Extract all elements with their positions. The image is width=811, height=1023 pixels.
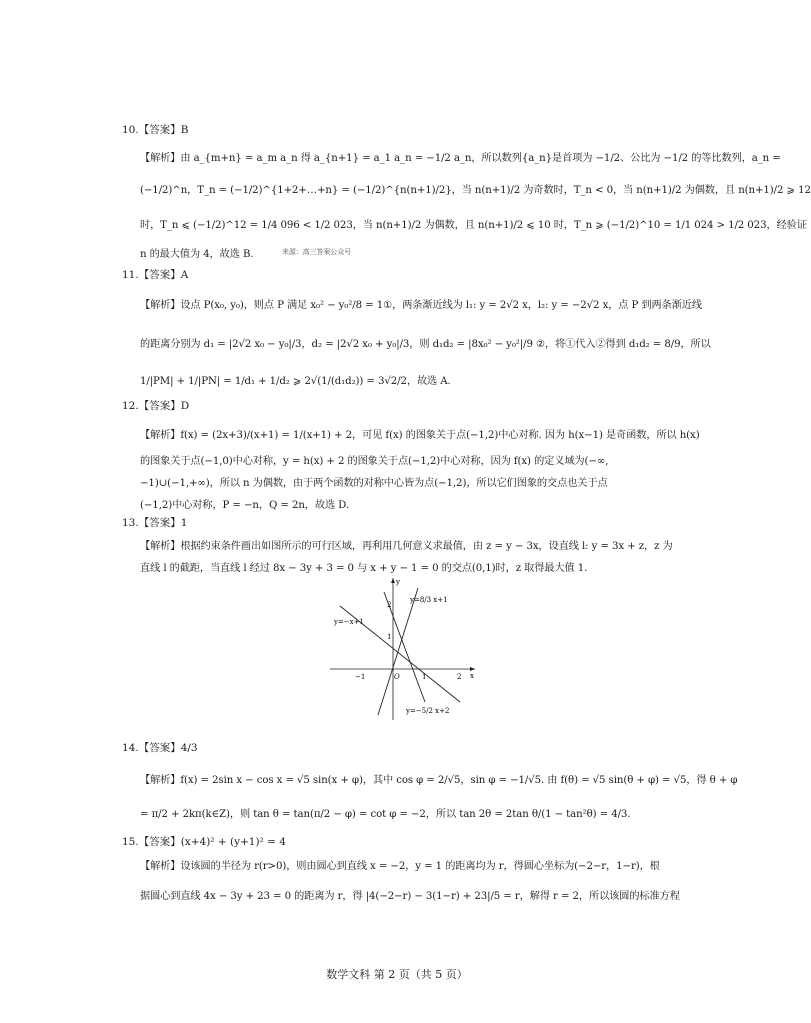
q11-heading: 11.【答案】A [122, 269, 189, 281]
q10-line-1: 【解析】由 a_{m+n} = a_m a_n 得 a_{n+1} = a_1 a_n = −1/2 a_n，所以数列{a_n}是首项为 −1/2、公比为 −1/2 的等比数列，a_n = [140, 153, 781, 164]
line-label-3: y=−5/2 x+2 [406, 707, 450, 715]
q12-line-1: 【解析】f(x) = (2x+3)/(x+1) = 1/(x+1) + 2，可见 f(x) 的图象关于点(−1,2)中心对称. 因为 h(x−1) 是奇函数，所以 h(x) [140, 430, 700, 441]
feasible-region-figure [330, 572, 480, 722]
q12-heading: 12.【答案】D [122, 400, 190, 412]
q15-line-1: 【解析】设该圆的半径为 r(r>0)，则由圆心到直线 x = −2，y = 1 的距离均为 r，得圆心坐标为(−2−r，1−r)，根 [140, 861, 660, 872]
q13-heading: 13.【答案】1 [122, 517, 188, 529]
q11-line-3: 1/|PM| + 1/|PN| = 1/d₁ + 1/d₂ ⩾ 2√(1/(d₁d₂)) = 3√2/2，故选 A. [140, 376, 451, 387]
line-label-2: y=8/3 x+1 [410, 596, 448, 604]
q10-line-4: n 的最大值为 4，故选 B. [140, 249, 254, 260]
q14-line-1: 【解析】f(x) = 2sin x − cos x = √5 sin(x + φ)，其中 cos φ = 2/√5，sin φ = −1/√5. 由 f(θ) = √5 sin(θ + φ) = √5，得 θ + φ [140, 775, 738, 786]
x-axis-label: x [470, 672, 474, 680]
q10-heading: 10.【答案】B [122, 124, 189, 136]
watermark-text: 来源：高三答案公众号 [282, 248, 351, 256]
q15-line-2: 据圆心到直线 4x − 3y + 23 = 0 的距离为 r，得 |4(−2−r) − 3(1−r) + 23|/5 = r，解得 r = 2，所以该圆的标准方程 [140, 891, 680, 902]
q11-line-2: 的距离分别为 d₁ = |2√2 x₀ − y₀|/3，d₂ = |2√2 x₀ + y₀|/3，则 d₁d₂ = |8x₀² − y₀²|/9 ②，将①代入②得到 d₁d₂ = 8/9，所以 [140, 339, 711, 350]
page-footer: 数学文科 第 2 页（共 5 页） [326, 968, 468, 981]
q12-line-4: (−1,2)中心对称，P = −n，Q = 2n，故选 D. [140, 500, 350, 511]
tick-origin: O [394, 673, 400, 681]
y-axis-label: y [396, 578, 400, 586]
line-label-1: y=−x+1 [334, 618, 364, 626]
tick-neg1: −1 [355, 673, 366, 681]
q12-line-2: 的图象关于点(−1,0)中心对称，y = h(x) + 2 的图象关于点(−1,2)中心对称，因为 f(x) 的定义域为(−∞, [140, 456, 609, 467]
tick-y2: 2 [387, 601, 392, 609]
y-axis-arrow [391, 578, 395, 583]
q13-line-2: 直线 l 的截距，当直线 l 经过 8x − 3y + 3 = 0 与 x + y − 1 = 0 的交点(0,1)时，z 取得最大值 1. [140, 563, 588, 574]
q11-line-1: 【解析】设点 P(x₀, y₀)，则点 P 满足 x₀² − y₀²/8 = 1①，两条渐近线为 l₁: y = 2√2 x，l₂: y = −2√2 x，点 P 到两条渐近线 [140, 300, 702, 311]
q12-line-3: −1)∪(−1,+∞)，所以 n 为偶数，由于两个函数的对称中心皆为点(−1,2)，所以它们图象的交点也关于点 [140, 478, 608, 489]
q15-heading: 15.【答案】(x+4)² + (y+1)² = 4 [122, 836, 286, 848]
x-axis-arrow [470, 667, 475, 671]
q13-line-1: 【解析】根据约束条件画出如图所示的可行区域，再利用几何意义求最值，由 z = y − 3x，设直线 l: y = 3x + z，z 为 [140, 541, 673, 552]
q14-heading: 14.【答案】4/3 [122, 742, 198, 754]
tick-x2: 2 [457, 673, 462, 681]
tick-y1: 1 [387, 633, 392, 641]
q10-line-3: 时，T_n ⩽ (−1/2)^12 = 1/4 096 < 1/2 023，当 n(n+1)/2 为偶数，且 n(n+1)/2 ⩽ 10 时，T_n ⩾ (−1/2)^10 = 1/1 024 > 1/2 023，经验证 [140, 220, 807, 231]
q14-line-2: = π/2 + 2kπ(k∈Z)，则 tan θ = tan(π/2 − φ) = cot φ = −2，所以 tan 2θ = 2tan θ/(1 − tan²θ) = 4/3. [140, 809, 631, 820]
tick-x1: 1 [422, 673, 427, 681]
q10-line-2: (−1/2)^n，T_n = (−1/2)^{1+2+…+n} = (−1/2)^{n(n+1)/2}，当 n(n+1)/2 为奇数时，T_n < 0，当 n(n+1)/2 为偶数，且 n(n+1)/2 ⩾ 12 [140, 185, 811, 196]
line-8-3-x-plus-1 [378, 588, 418, 715]
